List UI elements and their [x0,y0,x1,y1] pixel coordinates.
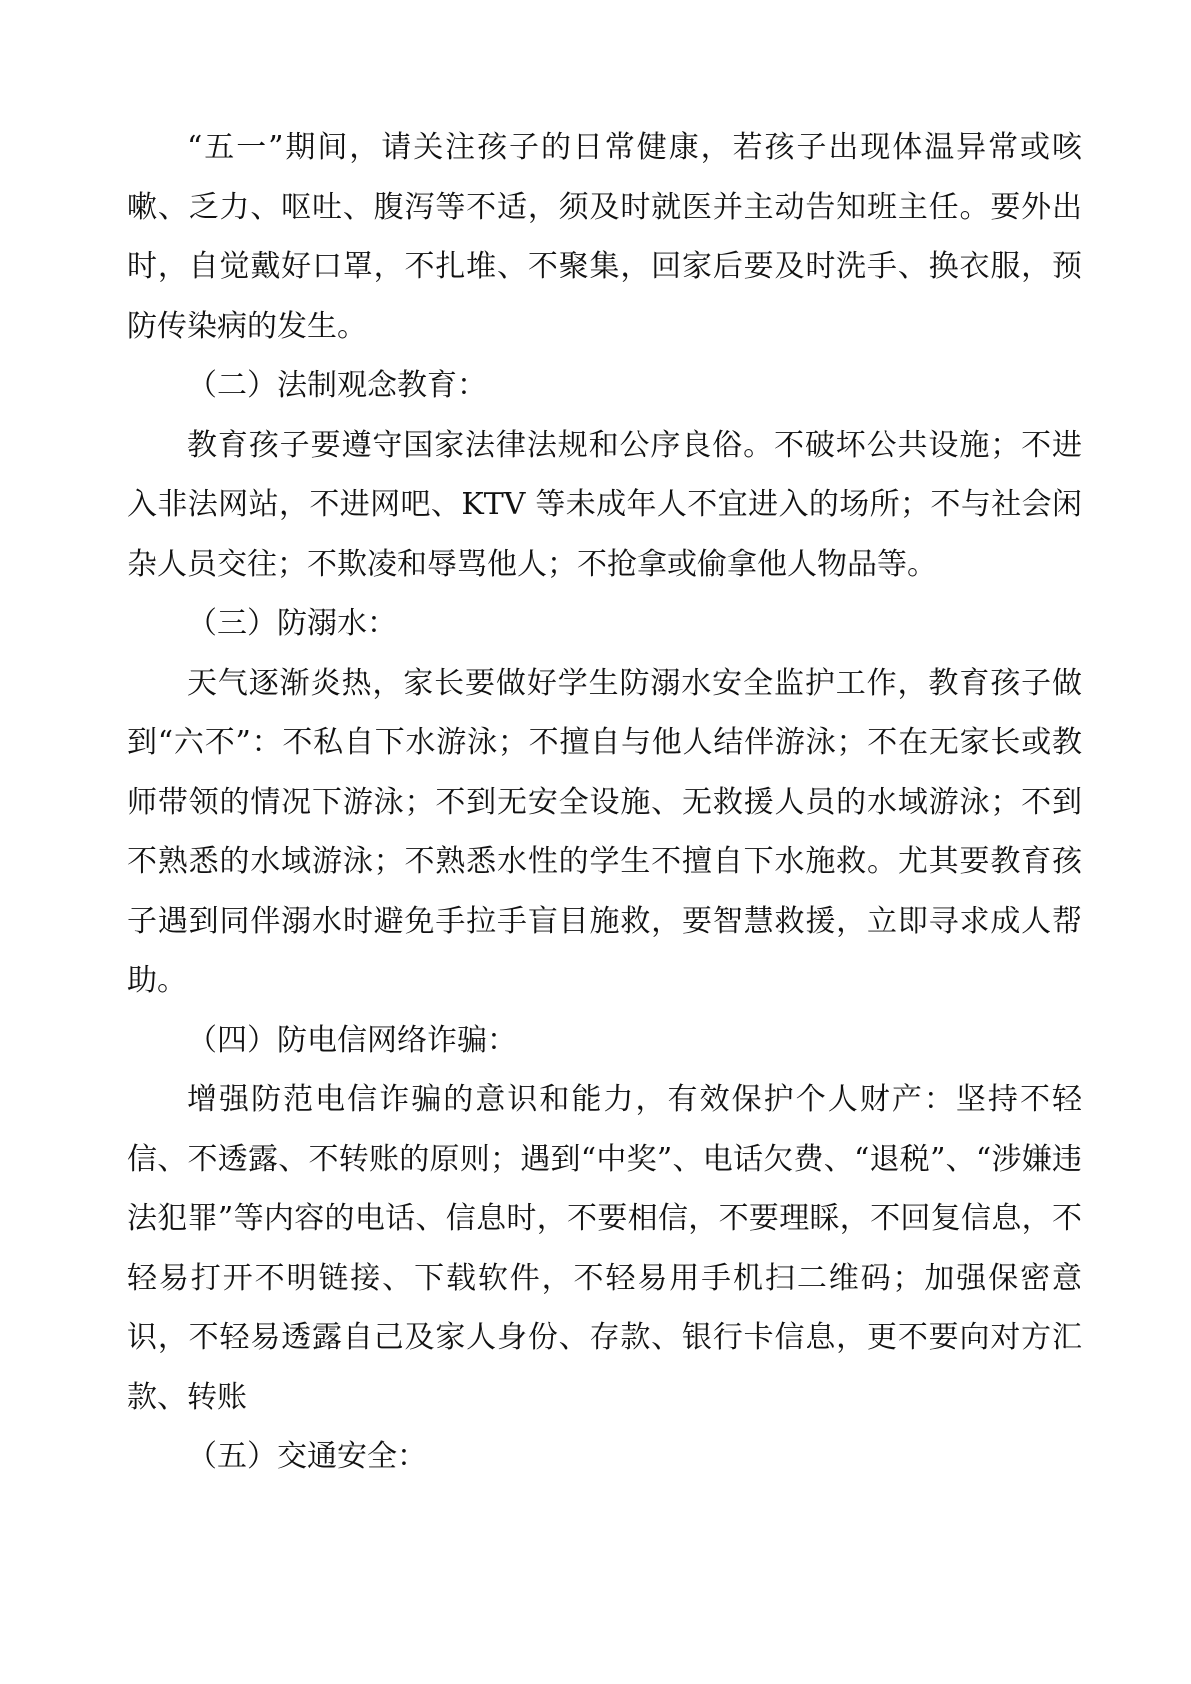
document-body [127,118,1082,1487]
paragraph-health: “五一”期间，请关注孩子的日常健康，若孩子出现体温异常或咳嗽、乏力、呕吐、腹泻等不适，须及时就医并主动告知班主任。要外出时，自觉戴好口罩，不扎堆、不聚集，回家后要及时洗手、换衣服，预防传染病的发生。 [127,130,1082,344]
heading-drowning-prevention: （三）防溺水： [187,606,397,641]
heading-traffic-safety: （五）交通安全： [187,1439,427,1474]
paragraph-legal-education: 教育孩子要遵守国家法律法规和公序良俗。不破坏公共设施；不进入非法网站，不进网吧、KTV 等未成年人不宜进入的场所；不与社会闲杂人员交往；不欺凌和辱骂他人；不抢拿或偷拿他人物品等。 [127,427,1082,582]
heading-legal-education: （二）法制观念教育： [187,368,487,403]
paragraph-telecom-fraud: 增强防范电信诈骗的意识和能力，有效保护个人财产：坚持不轻信、不透露、不转账的原则；遇到“中奖”、电话欠费、“退税”、“涉嫌违法犯罪”等内容的电话、信息时，不要相信，不要理睬，不回复信息，不轻易打开不明链接、下载软件，不轻易用手机扫二维码；加强保密意识，不轻易透露自己及家人身份、存款、银行卡信息，更不要向对方汇款、转账 [127,1082,1082,1415]
heading-telecom-fraud: （四）防电信网络诈骗： [187,1022,517,1058]
paragraph-drowning-prevention: 天气逐渐炎热，家长要做好学生防溺水安全监护工作，教育孩子做到“六不”：不私自下水游泳；不擅自与他人结伴游泳；不在无家长或教师带领的情况下游泳；不到无安全设施、无救援人员的水域游泳；不到不熟悉的水域游泳；不熟悉水性的学生不擅自下水施救。尤其要教育孩子遇到同伴溺水时避免手拉手盲目施救，要智慧救援，立即寻求成人帮助。 [127,665,1082,998]
